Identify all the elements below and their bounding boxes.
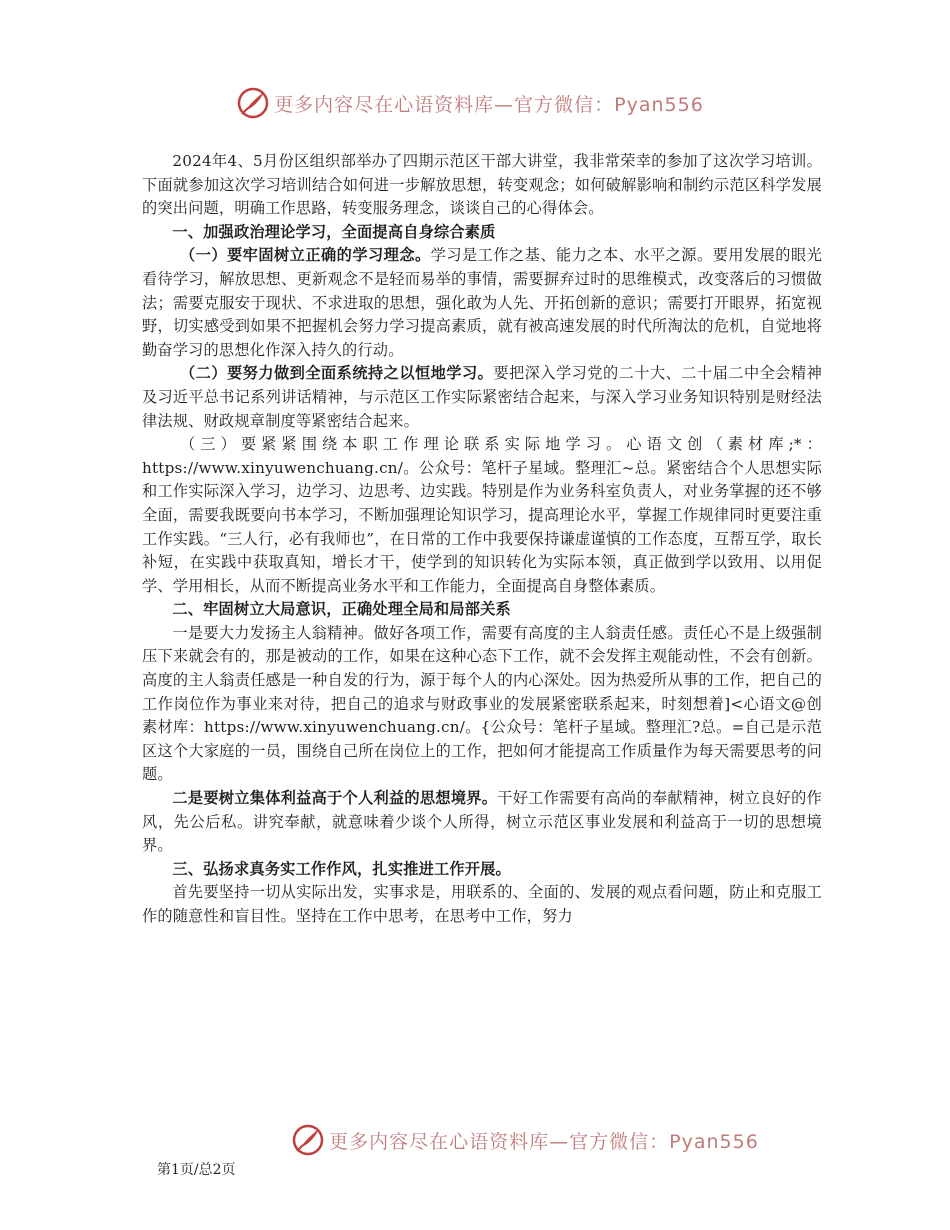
subsection-1-text: 学习是工作之基、能力之本、水平之源。要用发展的眼光看待学习，解放思想、更新观念不是轻而易举的事情，需要摒弃过时的思维模式，改变落后的习惯做法；需要克服安于现状、不求进取的思想，强化敢为人先、开拓创新的意识；需要打开眼界，拓宽视野，切实感受到如果不把握机会努力学习提高素质，就有被高速发展的时代所淘汰的危机，自觉地将勤奋学习的思想化作深入持久的行动。 <box>142 246 823 359</box>
paragraph-3-1: 首先要坚持一切从实际出发，实事求是，用联系的、全面的、发展的观点看问题，防止和克服工作的随意性和盲目性。坚持在工作中思考，在思考中工作，努力 <box>142 883 822 925</box>
subsection-3: （三）要紧紧围绕本职工作理论联系实际地学习。心语文创（素材库;*：https://www.xinyuwenchuang.cn/。公众号：笔杆子星域。整理汇~总。紧密结合个人思想实际和工作实际深入学习，边学习、边思考、边实践。特别是作为业务科室负责人，对业务掌握的还不够全面，需要我既要向书本学习，不断加强理论知识学习，提高理论水平，掌握工作规律同时更要注重工作实践。“三人行，必有我师也”，在日常的工作中我要保持谦虚谨慎的工作态度，互帮互学，取长补短，在实践中获取真知，增长才干，使学到的知识转化为实际本领，真正做到学以致用、以用促学、学用相长，从而不断提高业务水平和工作能力，全面提高自身整体素质。 <box>142 435 822 595</box>
subsection-2-title: （二）要努力做到全面系统持之以恒地学习。 <box>180 364 494 383</box>
subsection-2-text: 要把深入学习党的二十大、二十届二中全会精神及习近平总书记系列讲话精神，与示范区工作实际紧密结合起来，与深入学习业务知识特别是财经法律法规、财政规章制度等紧密结合起来。 <box>142 364 823 430</box>
page-number: 第1页/总2页 <box>157 1162 236 1178</box>
subsection-1-title: （一）要牢固树立正确的学习理念。 <box>180 246 431 265</box>
watermark-footer <box>0 1120 950 1160</box>
paragraph-2-2 <box>142 787 822 858</box>
paragraph-2-2-text: 干好工作需要有高尚的奉献精神，树立良好的作风，先公后私。讲究奉献，就意味着少谈个人所得，树立示范区事业发展和利益高于一切的思想境界。 <box>142 789 822 855</box>
watermark-text: 更多内容尽在心语资料库—官方微信：Pyan556 <box>274 93 704 116</box>
subsection-1 <box>142 244 822 362</box>
paragraph-2-2-title: 二是要树立集体利益高于个人利益的思想境界。 <box>172 789 498 808</box>
subsection-2 <box>142 362 822 433</box>
intro-paragraph: 2024年4、5月份区组织部举办了四期示范区干部大讲堂，我非常荣幸的参加了这次学习培训。下面就参加这次学习培训结合如何进一步解放思想，转变观念；如何破解影响和制约示范区科学发展的突出问题，明确工作思路，转变服务理念，谈谈自己的心得体会。 <box>142 152 822 218</box>
section-heading-1: 一、加强政治理论学习，全面提高自身综合素质 <box>172 222 496 241</box>
quill-logo-icon <box>291 1123 325 1157</box>
document-body <box>142 150 822 929</box>
watermark-header <box>0 83 950 123</box>
quill-logo-icon <box>236 86 270 120</box>
watermark-text: 更多内容尽在心语资料库—官方微信：Pyan556 <box>329 1130 759 1153</box>
section-heading-3: 三、弘扬求真务实工作作风，扎实推进工作开展。 <box>172 859 511 878</box>
paragraph-2-1: 一是要大力发扬主人翁精神。做好各项工作，需要有高度的主人翁责任感。责任心不是上级强制压下来就会有的，那是被动的工作，如果在这种心态下工作，就不会发挥主观能动性，不会有创新。高度的主人翁责任感是一种自发的行为，源于每个人的内心深处。因为热爱所从事的工作，把自己的工作岗位作为事业来对待，把自己的追求与财政事业的发展紧密联系起来，时刻想着]<心语文@创素材库：https://www.xinyuwenchuang.cn/。{公众号：笔杆子星域。整理汇?总。=自己是示范区这个大家庭的一员，围绕自己所在岗位上的工作，把如何才能提高工作质量作为每天需要思考的问题。 <box>142 623 822 784</box>
section-heading-2: 二、牢固树立大局意识，正确处理全局和局部关系 <box>172 600 511 619</box>
